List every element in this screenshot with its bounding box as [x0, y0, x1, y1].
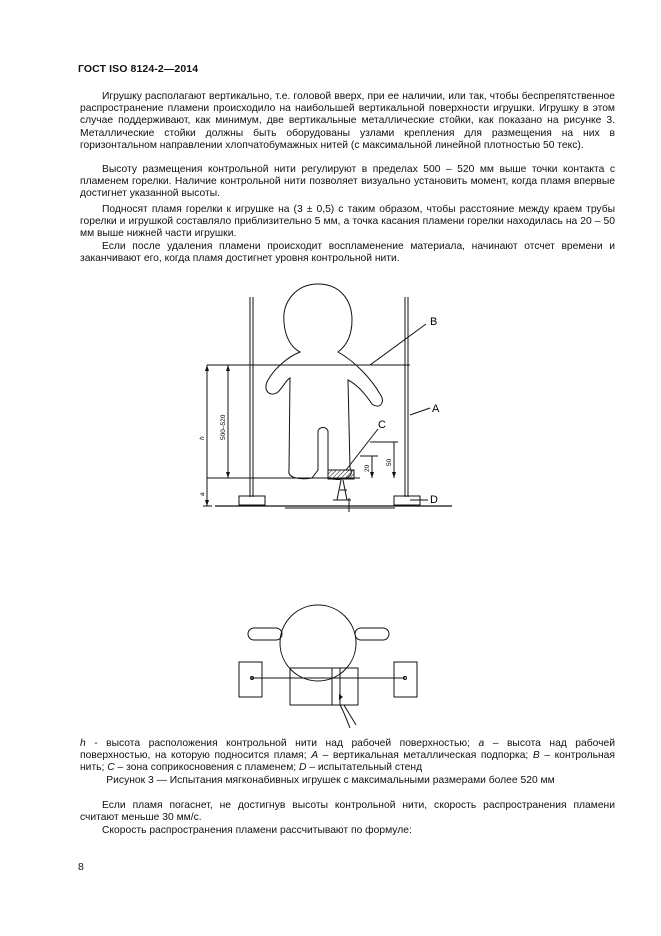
dim-a: a: [199, 492, 206, 496]
paragraph-1: Игрушку располагают вертикально, т.е. головой вверх, при ее наличии, или так, чтобы беспрепятственное распространение пламени происходило на наибольшей вертикальной поверхности игрушки. Игрушку в этом случае поддерживают, как минимум, две вертикальные металлические стойки, как показано на рисунке 3. Металлические стойки должны быть оборудованы узлами крепления для размещения на них в горизонтальном направлении хлопчатобумажных нитей (с максимальной линейной плотностью 50 текс).: [80, 91, 615, 151]
label-A: A: [432, 403, 440, 415]
page-number: 8: [78, 861, 84, 873]
leader-C: [346, 429, 378, 470]
paragraph-2: Высоту размещения контрольной нити регулируют в пределах 500 – 520 мм выше точки контакта с пламенем горелки. Наличие контрольной нити позволяет визуально установить момент, когда пламя впервые достигнет указанной высоты.: [80, 164, 615, 200]
figure-caption: Рисунок 3 — Испытания мягконабивных игрушек с максимальными размерами более 520 мм: [106, 775, 555, 786]
dim-20: 20: [364, 464, 371, 472]
dim-h: h: [199, 436, 206, 440]
document-header: ГОСТ ISO 8124-2—2014: [78, 63, 199, 75]
top-arm-right: [355, 628, 389, 640]
toy-outline: [266, 284, 383, 480]
leader-B: [370, 324, 426, 365]
label-C: C: [378, 419, 386, 431]
top-head: [280, 605, 356, 681]
label-B: B: [430, 316, 438, 328]
top-arm-left: [248, 628, 282, 640]
label-D: D: [430, 494, 438, 506]
leader-A: [410, 408, 430, 415]
top-post-left: [239, 662, 262, 697]
dim-range: 500–520: [220, 414, 227, 440]
dim-50: 50: [386, 458, 393, 466]
figure-legend: h - высота расположения контрольной нити над рабочей поверхностью; a – высота над рабочей поверхностью, на которую подносится пламя; A – вертикальная металлическая подпорка; B – контрольная нить; C – зона соприкосновения с пламенем; D – испытательный стенд: [80, 738, 616, 774]
paragraph-6: Скорость распространения пламени рассчитывают по формуле:: [102, 825, 412, 836]
paragraph-4: Если после удаления пламени происходит воспламенение материала, начинают отсчет времени и заканчивают его, когда пламя достигнет уровня контрольной нити.: [80, 241, 615, 265]
top-view: [239, 605, 417, 728]
top-body: [290, 668, 358, 705]
base-left: [239, 496, 265, 505]
paragraph-5: Если пламя погаснет, не достигнув высоты контрольной нити, скорость распространения пламени считают меньше 30 мм/с.: [80, 800, 615, 824]
paragraph-3: Подносят пламя горелки к игрушке на (3 ± 0,5) с таким образом, чтобы расстояние между краем трубы горелки и игрушкой составляло приблизительно 5 мм, а точка касания пламени горелки находилась на 20 – 50 мм выше нижней части игрушки.: [80, 204, 615, 240]
